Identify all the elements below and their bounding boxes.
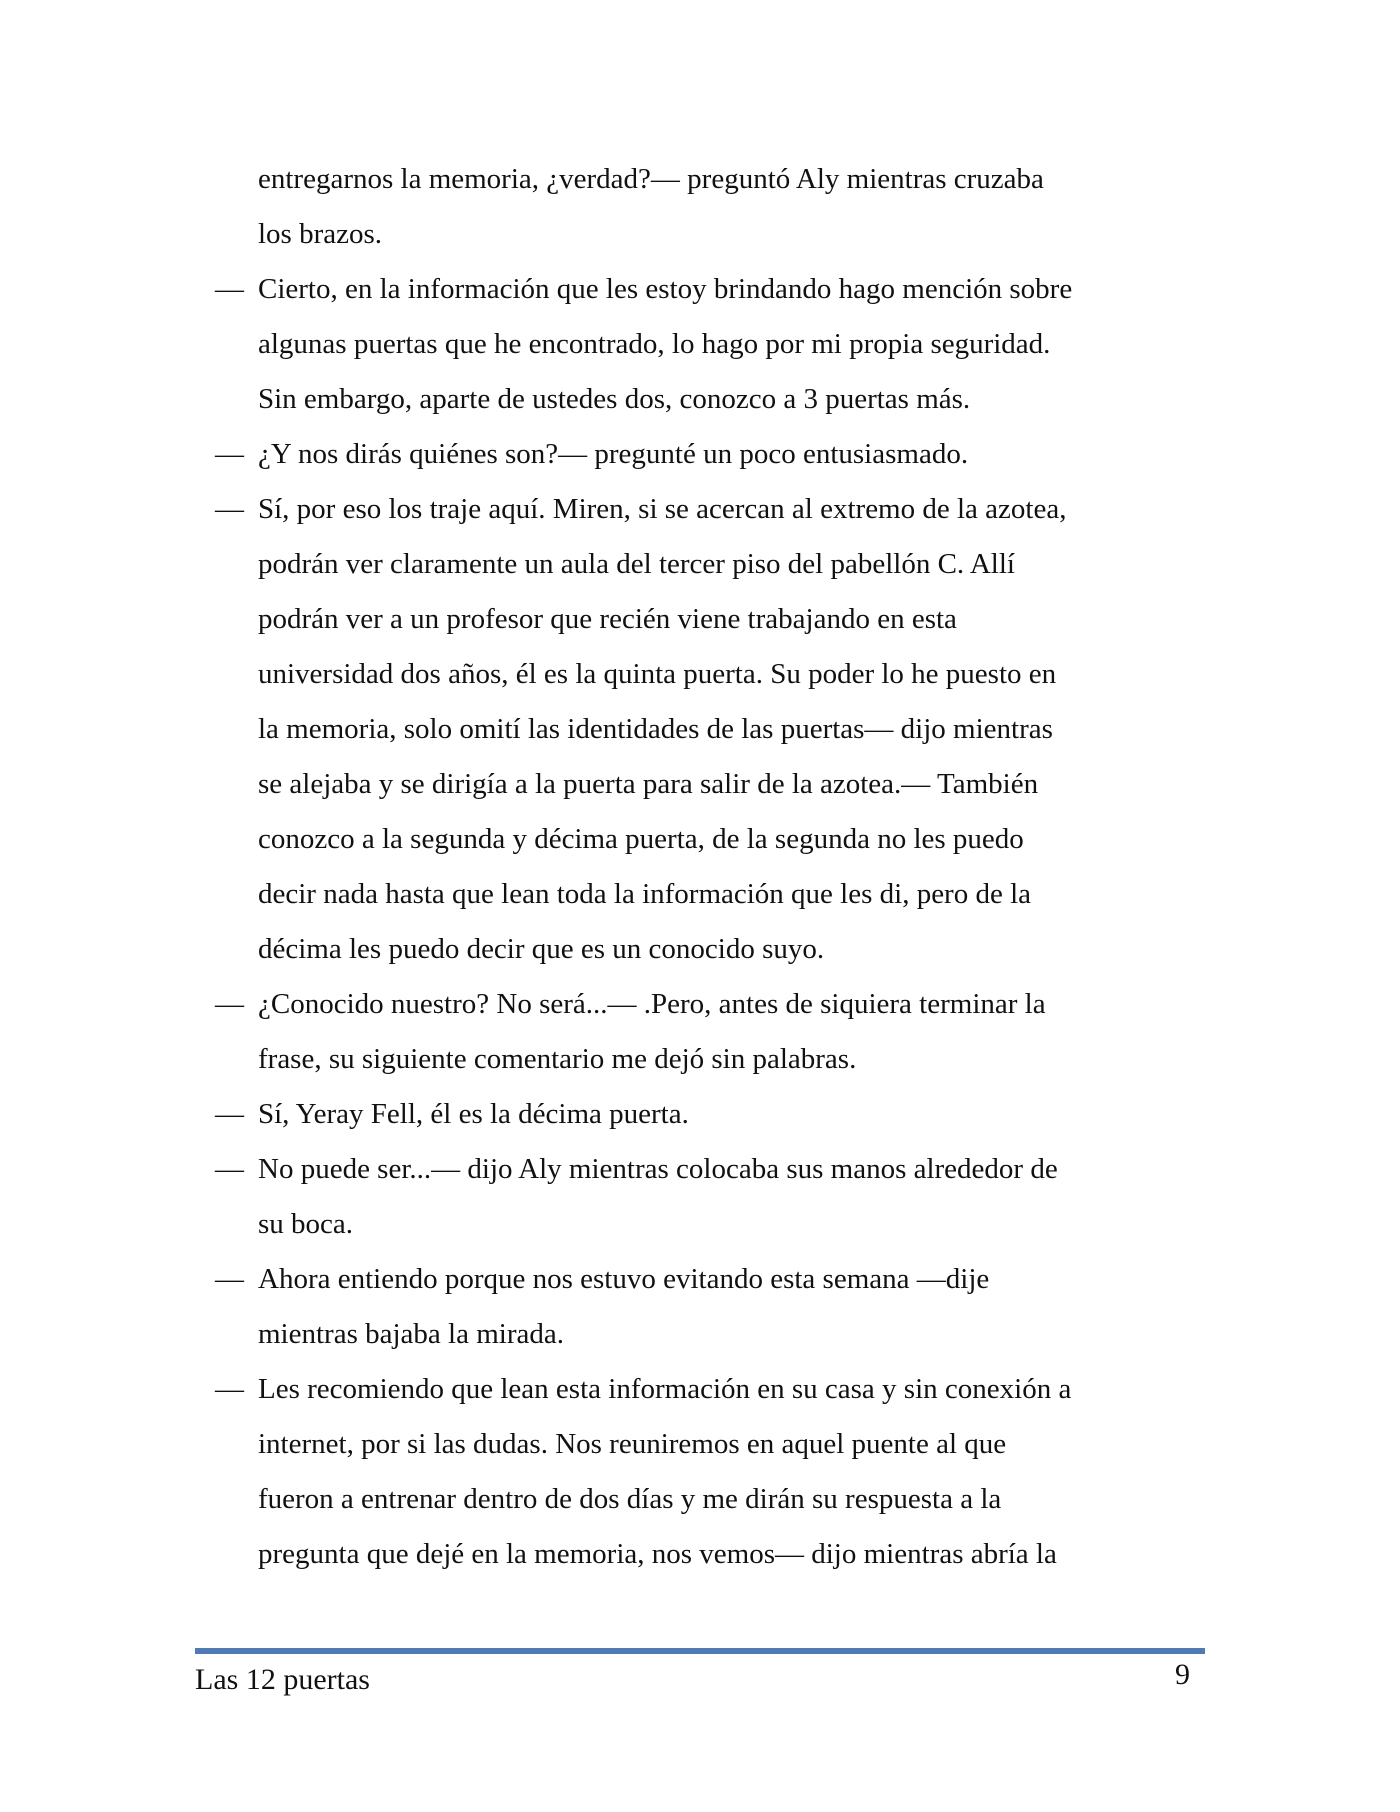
text-line: fueron a entrenar dentro de dos días y me dirán su respuesta a la: [258, 1483, 1002, 1515]
text-line: frase, su siguiente comentario me dejó sin palabras.: [258, 1043, 857, 1075]
paragraph-2: [215, 262, 1238, 427]
text-line: Ahora entiendo porque nos estuvo evitando esta semana —dije: [258, 1263, 990, 1295]
paragraph-7: [215, 1142, 1238, 1252]
paragraph-4: [215, 482, 1238, 977]
text-line: internet, por si las dudas. Nos reuniremos en aquel puente al que: [258, 1428, 1007, 1460]
text-line: ¿Y nos dirás quiénes son?— pregunté un poco entusiasmado.: [258, 438, 969, 470]
text-line: universidad dos años, él es la quinta puerta. Su poder lo he puesto en: [258, 658, 1057, 690]
paragraph-5: [215, 977, 1238, 1087]
paragraph-3: [215, 427, 1238, 482]
dialogue-dash: —: [215, 1098, 244, 1130]
text-line: conozco a la segunda y décima puerta, de la segunda no les puedo: [258, 823, 1024, 855]
dialogue-dash: —: [215, 1373, 244, 1405]
text-line: podrán ver a un profesor que recién viene trabajando en esta: [258, 603, 957, 635]
text-line: algunas puertas que he encontrado, lo hago por mi propia seguridad.: [258, 328, 1051, 360]
text-line: No puede ser...— dijo Aly mientras colocaba sus manos alrededor de: [258, 1153, 1058, 1185]
text-line: la memoria, solo omití las identidades de las puertas— dijo mientras: [258, 713, 1053, 745]
text-line: decir nada hasta que lean toda la información que les di, pero de la: [258, 878, 1032, 910]
page-body: [215, 152, 1238, 1582]
text-line: Sí, por eso los traje aquí. Miren, si se acercan al extremo de la azotea,: [258, 493, 1067, 525]
dialogue-dash: —: [215, 273, 244, 305]
text-line: mientras bajaba la mirada.: [258, 1318, 564, 1350]
text-line: entregarnos la memoria, ¿verdad?— preguntó Aly mientras cruzaba: [258, 163, 1044, 195]
text-line: su boca.: [258, 1208, 354, 1240]
text-line: pregunta que dejé en la memoria, nos vemos— dijo mientras abría la: [258, 1538, 1057, 1570]
text-line: Sin embargo, aparte de ustedes dos, conozco a 3 puertas más.: [258, 383, 971, 415]
dialogue-dash: —: [215, 493, 244, 525]
dialogue-dash: —: [215, 438, 244, 470]
text-line: Les recomiendo que lean esta información en su casa y sin conexión a: [258, 1373, 1072, 1405]
text-line: décima les puedo decir que es un conocido suyo.: [258, 933, 825, 965]
paragraph-1: [258, 152, 1238, 262]
text-line: Sí, Yeray Fell, él es la décima puerta.: [258, 1098, 689, 1130]
text-line: los brazos.: [258, 218, 383, 250]
footer-rule: [195, 1648, 1205, 1654]
footer-book-title: Las 12 puertas: [195, 1663, 370, 1696]
paragraph-9: [215, 1362, 1238, 1582]
text-line: podrán ver claramente un aula del tercer piso del pabellón C. Allí: [258, 548, 1015, 580]
paragraph-6: [215, 1087, 1238, 1142]
dialogue-dash: —: [215, 1153, 244, 1185]
text-line: se alejaba y se dirigía a la puerta para salir de la azotea.— También: [258, 768, 1039, 800]
dialogue-dash: —: [215, 988, 244, 1020]
page-number: 9: [1175, 1658, 1190, 1691]
text-line: Cierto, en la información que les estoy brindando hago mención sobre: [258, 273, 1073, 305]
text-line: ¿Conocido nuestro? No será...— .Pero, antes de siquiera terminar la: [258, 988, 1046, 1020]
dialogue-dash: —: [215, 1263, 244, 1295]
paragraph-8: [215, 1252, 1238, 1362]
